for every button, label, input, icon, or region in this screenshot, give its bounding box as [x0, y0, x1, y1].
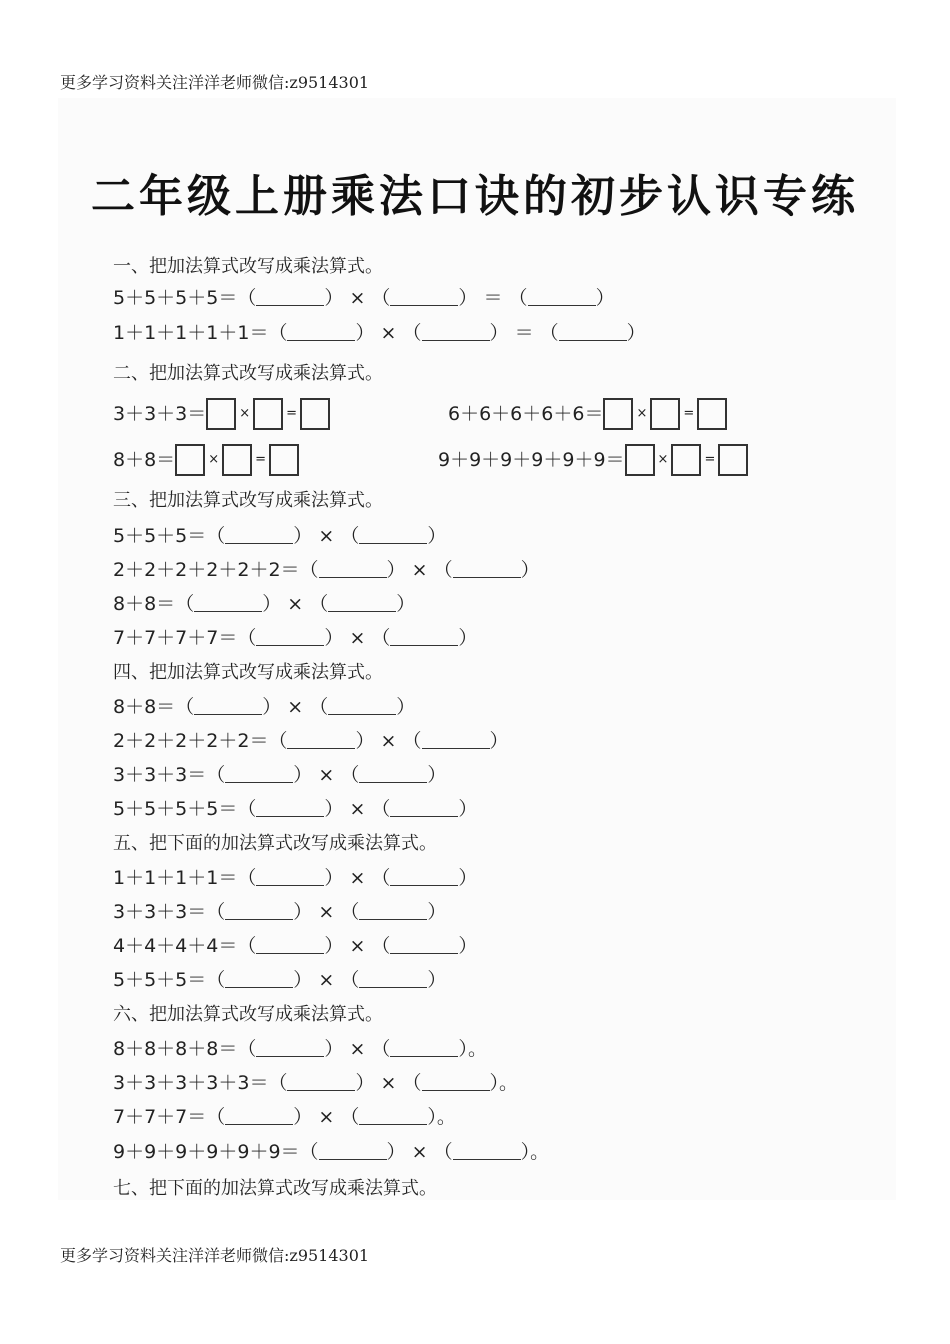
- section-7-heading: 七、把下面的加法算式改写成乘法算式。: [113, 1178, 437, 1199]
- answer-blank[interactable]: [359, 899, 427, 920]
- answer-blank[interactable]: [559, 320, 627, 341]
- s6-q4: 9＋9＋9＋9＋9＋9＝（ ） × （ ）。: [113, 1141, 550, 1163]
- answer-blank[interactable]: [453, 1139, 521, 1160]
- answer-blank[interactable]: [194, 694, 262, 715]
- answer-blank[interactable]: [256, 796, 324, 817]
- answer-box[interactable]: [206, 398, 236, 430]
- answer-box[interactable]: [625, 444, 655, 476]
- s3-q4: 7＋7＋7＋7＝（ ） × （ ）: [113, 627, 478, 649]
- answer-blank[interactable]: [390, 796, 458, 817]
- section-5-heading: 五、把下面的加法算式改写成乘法算式。: [113, 833, 437, 854]
- s2-q2: 6＋6＋6＋6＋6＝ × =: [448, 398, 727, 430]
- worksheet-title: 二年级上册乘法口诀的初步认识专练: [91, 171, 859, 222]
- answer-blank[interactable]: [194, 591, 262, 612]
- answer-blank[interactable]: [256, 625, 324, 646]
- answer-blank[interactable]: [287, 320, 355, 341]
- section-3-heading: 三、把加法算式改写成乘法算式。: [113, 490, 383, 511]
- answer-blank[interactable]: [390, 285, 458, 306]
- s1-q2: 1＋1＋1＋1＋1＝（ ） × （ ） ＝ （ ）: [113, 322, 646, 344]
- answer-blank[interactable]: [225, 1104, 293, 1125]
- answer-blank[interactable]: [422, 1070, 490, 1091]
- answer-blank[interactable]: [528, 285, 596, 306]
- answer-blank[interactable]: [390, 1036, 458, 1057]
- section-1-heading: 一、把加法算式改写成乘法算式。: [113, 256, 383, 277]
- answer-blank[interactable]: [359, 967, 427, 988]
- answer-blank[interactable]: [328, 591, 396, 612]
- answer-blank[interactable]: [287, 1070, 355, 1091]
- s6-q2: 3＋3＋3＋3＋3＝（ ） × （ ）。: [113, 1072, 519, 1094]
- wechat-note-bottom: 更多学习资料关注洋洋老师微信:z9514301: [60, 1246, 370, 1265]
- answer-blank[interactable]: [390, 933, 458, 954]
- s3-q1: 5＋5＋5＝（ ） × （ ）: [113, 525, 447, 547]
- answer-blank[interactable]: [422, 320, 490, 341]
- s2-q1: 3＋3＋3＝ × =: [113, 398, 330, 430]
- section-6-heading: 六、把加法算式改写成乘法算式。: [113, 1004, 383, 1025]
- answer-blank[interactable]: [225, 967, 293, 988]
- answer-blank[interactable]: [359, 762, 427, 783]
- answer-blank[interactable]: [225, 523, 293, 544]
- answer-box[interactable]: [671, 444, 701, 476]
- s4-q4: 5＋5＋5＋5＝（ ） × （ ）: [113, 798, 478, 820]
- answer-box[interactable]: [222, 444, 252, 476]
- answer-box[interactable]: [697, 398, 727, 430]
- answer-box[interactable]: [175, 444, 205, 476]
- s3-q2: 2＋2＋2＋2＋2＋2＝（ ） × （ ）: [113, 559, 540, 581]
- answer-blank[interactable]: [319, 1139, 387, 1160]
- answer-blank[interactable]: [422, 728, 490, 749]
- answer-box[interactable]: [300, 398, 330, 430]
- s5-q4: 5＋5＋5＝（ ） × （ ）: [113, 969, 447, 991]
- s2-q3: 8＋8＝ × =: [113, 444, 299, 476]
- s6-q3: 7＋7＋7＝（ ） × （ ）。: [113, 1106, 456, 1128]
- answer-box[interactable]: [253, 398, 283, 430]
- wechat-note-top: 更多学习资料关注洋洋老师微信:z9514301: [60, 73, 370, 92]
- answer-blank[interactable]: [453, 557, 521, 578]
- answer-blank[interactable]: [359, 1104, 427, 1125]
- answer-blank[interactable]: [225, 899, 293, 920]
- answer-blank[interactable]: [390, 625, 458, 646]
- s3-q3: 8＋8＝（ ） × （ ）: [113, 593, 416, 615]
- s1-q1: 5＋5＋5＋5＝（ ） × （ ） ＝ （ ）: [113, 287, 615, 309]
- s2-q4: 9＋9＋9＋9＋9＋9＝ × =: [438, 444, 748, 476]
- answer-box[interactable]: [650, 398, 680, 430]
- answer-blank[interactable]: [256, 933, 324, 954]
- s5-q3: 4＋4＋4＋4＝（ ） × （ ）: [113, 935, 478, 957]
- answer-blank[interactable]: [328, 694, 396, 715]
- answer-blank[interactable]: [287, 728, 355, 749]
- answer-box[interactable]: [603, 398, 633, 430]
- answer-box[interactable]: [269, 444, 299, 476]
- answer-blank[interactable]: [390, 865, 458, 886]
- section-4-heading: 四、把加法算式改写成乘法算式。: [113, 662, 383, 683]
- s4-q1: 8＋8＝（ ） × （ ）: [113, 696, 416, 718]
- s5-q2: 3＋3＋3＝（ ） × （ ）: [113, 901, 447, 923]
- s4-q2: 2＋2＋2＋2＋2＝（ ） × （ ）: [113, 730, 509, 752]
- section-2-heading: 二、把加法算式改写成乘法算式。: [113, 363, 383, 384]
- answer-blank[interactable]: [256, 865, 324, 886]
- answer-blank[interactable]: [256, 285, 324, 306]
- answer-blank[interactable]: [225, 762, 293, 783]
- s4-q3: 3＋3＋3＝（ ） × （ ）: [113, 764, 447, 786]
- answer-box[interactable]: [718, 444, 748, 476]
- s6-q1: 8＋8＋8＋8＝（ ） × （ ）。: [113, 1038, 487, 1060]
- answer-blank[interactable]: [359, 523, 427, 544]
- s5-q1: 1＋1＋1＋1＝（ ） × （ ）: [113, 867, 478, 889]
- answer-blank[interactable]: [256, 1036, 324, 1057]
- answer-blank[interactable]: [319, 557, 387, 578]
